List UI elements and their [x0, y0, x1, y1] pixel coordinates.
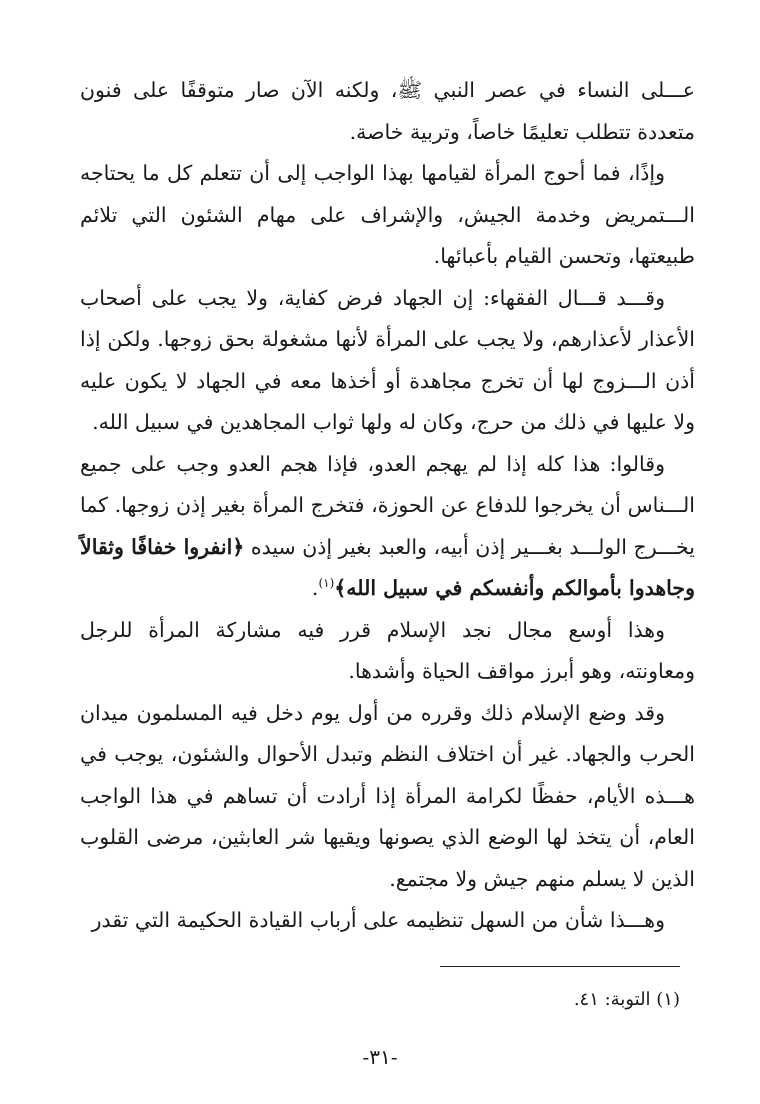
paragraph-5: وهذا أوسع مجال نجد الإسلام قرر فيه مشاركة المرأة للرجل ومعاونته، وهو أبرز مواقف الحياة وأشدها.	[80, 617, 695, 683]
footnote-separator	[440, 966, 680, 967]
paragraph-4-end: .	[311, 576, 319, 600]
main-text	[80, 70, 695, 942]
footnote-reference[interactable]: (١)	[318, 576, 335, 591]
paragraph-4-text: وقالوا: هذا كله إذا لم يهجم العدو، فإذا هجم العدو وجب على جميع الـــناس أن يخرجوا للدفاع عن الحوزة، فتخرج المرأة بغير إذن زوجها. كما يخـــرج الولـــد بغـــير إذن أبيه، والعبد بغير إذن سيده	[80, 451, 695, 559]
paragraph-1: عـــلى النساء في عصر النبي ﷺ، ولكنه الآن صار متوقفًا على فنون متعددة تتطلب تعليمًا خاصاً، وتربية خاصة.	[80, 78, 695, 144]
paragraph-6: وقد وضع الإسلام ذلك وقرره من أول يوم دخل فيه المسلمون ميدان الحرب والجهاد. غير أن اختلاف النظم وتبدل الأحوال والشئون، يوجب في هـــذه الأيام، حفظًا لكرامة المرأة إذا أرادت أن تساهم في هذا الواجب العام، أن يتخذ لها الوضع الذي يصونها ويقيها شر العابثين، مرضى القلوب الذين لا يسلم منهم جيش ولا مجتمع.	[80, 700, 695, 891]
quran-verse: ﴿انفروا خفافًا وثقالاً وجاهدوا بأموالكم وأنفسكم في سبيل الله﴾	[80, 534, 695, 600]
paragraph-2: وإذًا، فما أحوج المرأة لقيامها بهذا الواجب إلى أن تتعلم كل ما يحتاجه الـــتمريض وخدمة الجيش، والإشراف على مهام الشئون التي تلائم طبيعتها، وتحسن القيام بأعبائها.	[80, 161, 695, 268]
paragraph-7: وهـــذا شأن من السهل تنظيمه على أرباب القيادة الحكيمة التي تقدر	[91, 908, 665, 932]
paragraph-4	[80, 444, 695, 610]
page-number: -٣١-	[362, 1045, 398, 1069]
paragraph-3: وقـــد قـــال الفقهاء: إن الجهاد فرض كفاية، ولا يجب على أصحاب الأعذار لأعذارهم، ولا يجب على المرأة لأنها مشغولة بحق زوجها. ولكن إذا أذن الـــزوج لها أن تخرج مجاهدة أو أخذها معه في الجهاد لا يكون عليه ولا عليها في ذلك من حرج، وكان له ولها ثواب المجاهدين في سبيل الله.	[80, 285, 695, 434]
footnote: (١) التوبة: ٤١.	[573, 989, 680, 1010]
